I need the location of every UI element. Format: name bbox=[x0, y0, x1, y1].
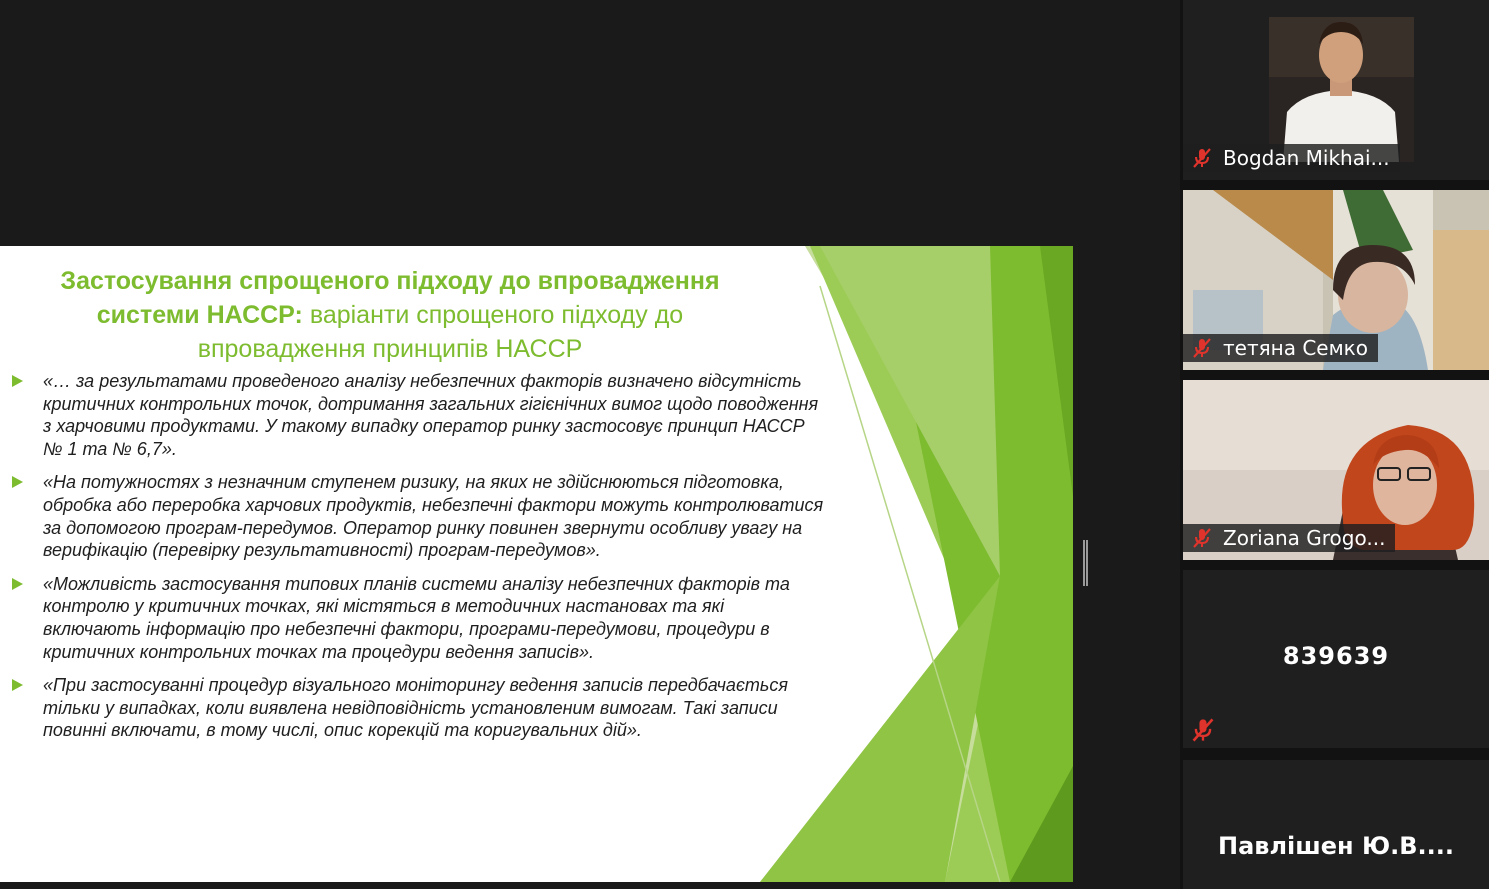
participant-name-label bbox=[1183, 144, 1400, 172]
microphone-muted-icon bbox=[1191, 148, 1213, 168]
participant-tile[interactable] bbox=[1183, 570, 1489, 748]
participant-name: Bogdan Mikhai... bbox=[1223, 146, 1390, 170]
bullet-arrow-icon bbox=[12, 476, 23, 488]
bullet-arrow-icon bbox=[12, 578, 23, 590]
participant-name: 839639 bbox=[1282, 642, 1390, 670]
slide-bullet-list bbox=[12, 370, 827, 753]
participant-name: тетяна Семко bbox=[1223, 336, 1368, 360]
bullet-arrow-icon bbox=[12, 679, 23, 691]
bullet-item bbox=[12, 573, 827, 663]
slide-title-sub: варіанти спрощеного підходу до впровадження принципів НАССР bbox=[197, 301, 684, 363]
bullet-text: «… за результатами проведеного аналізу небезпечних факторів визначено відсутність критичних контрольних точок, дотримання загальних гігієнічних вимог щодо поводження з харчовими продуктами. У такому випадку оператор ринку застосовує принцип НАССР № 1 та № 6,7». bbox=[43, 371, 819, 459]
participant-tile[interactable] bbox=[1183, 380, 1489, 560]
participant-tile[interactable] bbox=[1183, 0, 1489, 180]
bullet-item bbox=[12, 370, 827, 460]
participant-name-label bbox=[1183, 524, 1395, 552]
bullet-text: «При застосуванні процедур візуального моніторингу ведення записів передбачається тільки у випадках, коли виявлена невідповідність установленим вимогам. Такі записи повинні включати, в тому числі, опис корекцій та коригувальних дій». bbox=[43, 675, 788, 741]
bullet-text: «Можливість застосування типових планів системи аналізу небезпечних факторів та контролю у критичних точках, які містяться в методичних настановах та які включають інформацію про небезпечні фактори, програми-передумови, процедури в критичних контрольних точках та процедури ведення записів». bbox=[43, 573, 790, 662]
bullet-arrow-icon bbox=[12, 375, 23, 387]
microphone-muted-icon bbox=[1190, 718, 1216, 742]
participant-name: Zoriana Grogo... bbox=[1223, 526, 1386, 550]
bullet-text: «На потужностях з незначним ступенем ризику, на яких не здійснюються підготовка, обробка або переробка харчових продуктів, небезпечні фактори можуть контролюватися за допомогою програм-передумов. Оператор ринку повинен звернути особливу увагу на верифікацію (перевірку результативності) програм-передумов». bbox=[43, 472, 824, 561]
bullet-item bbox=[12, 471, 827, 561]
participant-name-label bbox=[1183, 334, 1378, 362]
participant-tile[interactable] bbox=[1183, 190, 1489, 370]
participant-name: Павлішен Ю.В.... bbox=[1217, 832, 1455, 860]
slide-title bbox=[10, 264, 770, 366]
panel-resize-handle[interactable] bbox=[1083, 540, 1088, 586]
participants-panel bbox=[1180, 0, 1489, 889]
presentation-slide bbox=[0, 246, 1073, 882]
microphone-muted-icon bbox=[1191, 338, 1213, 358]
slide-title-main: Застосування спрощеного підходу до впровадження системи НАССР: bbox=[60, 267, 720, 329]
microphone-muted-icon bbox=[1191, 528, 1213, 548]
participant-tile[interactable] bbox=[1183, 760, 1489, 889]
bullet-item bbox=[12, 674, 827, 742]
